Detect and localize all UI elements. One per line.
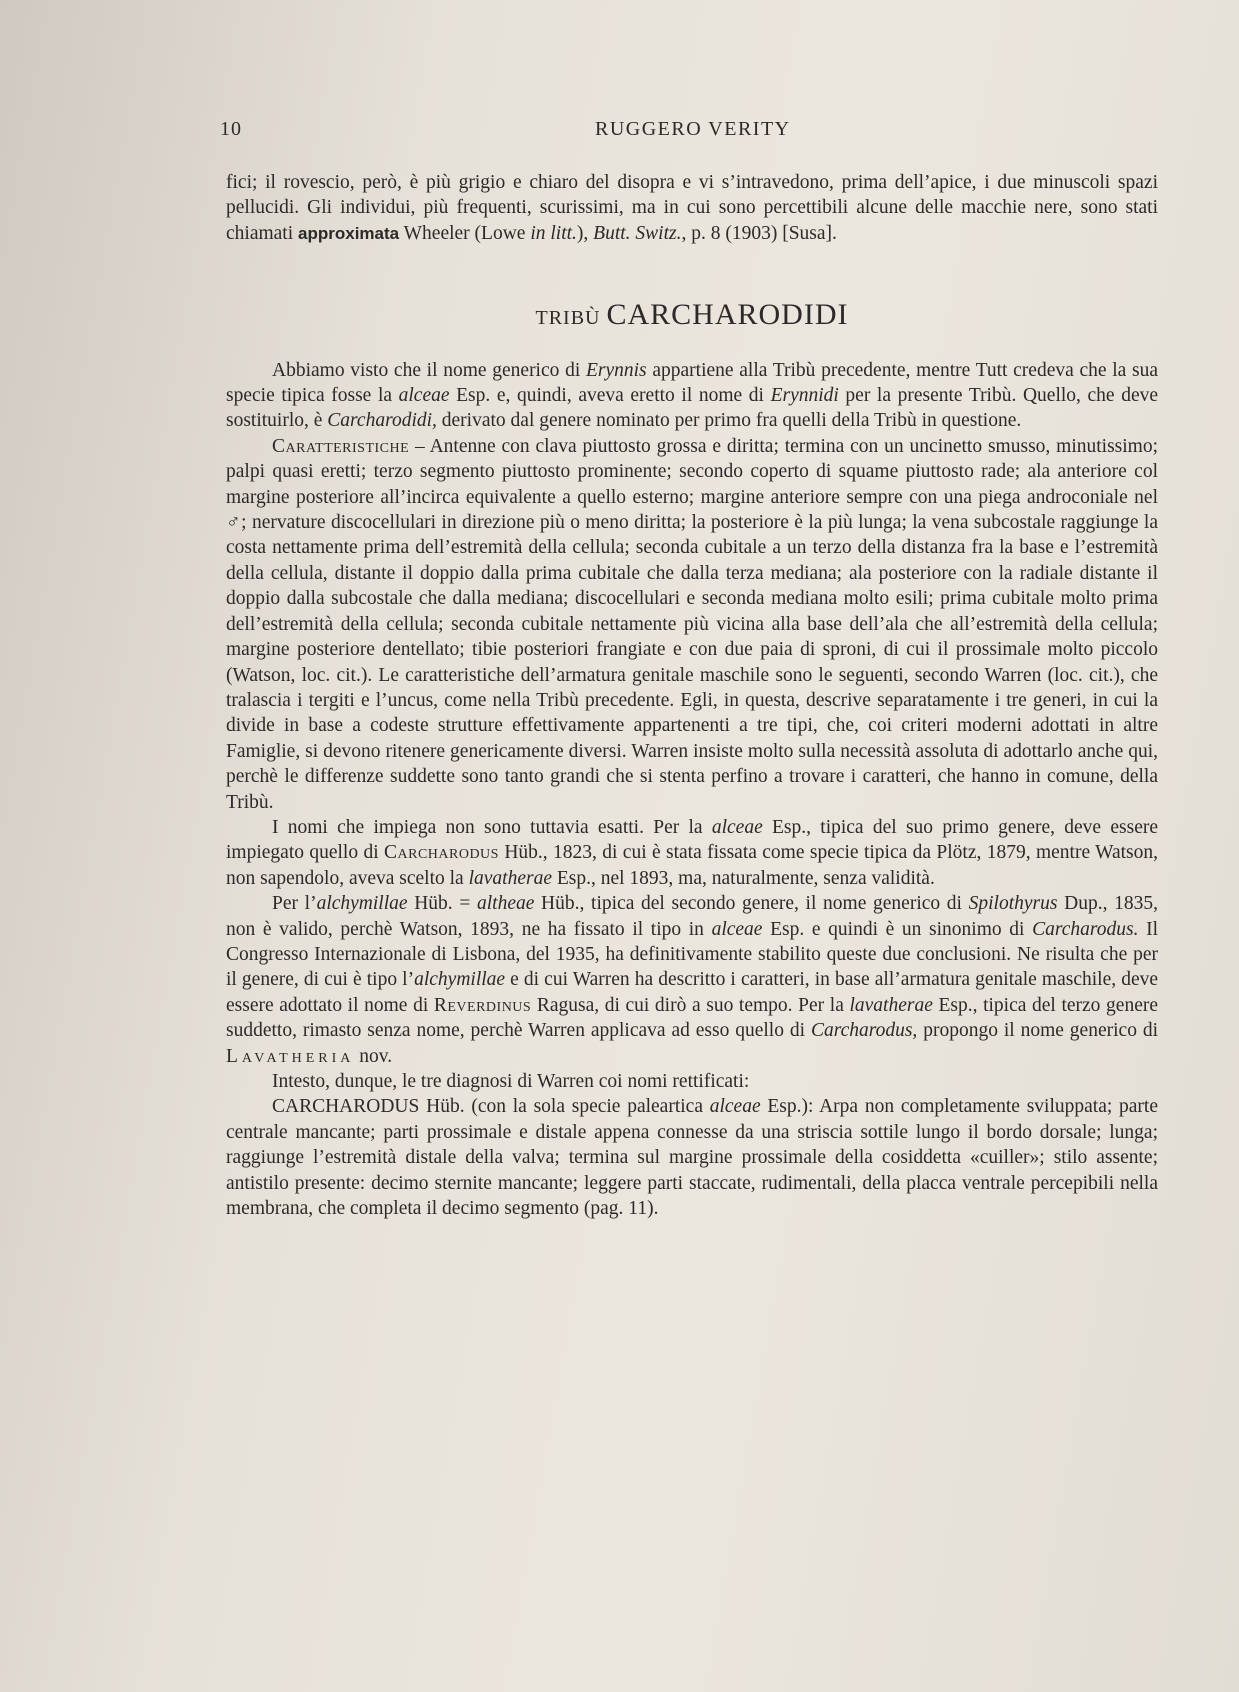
subheading: Caratteristiche [272,435,410,457]
page-number: 10 [220,118,242,140]
paragraph: I nomi che impiega non sono tuttavia esatti. Per la alceae Esp., tipica del suo primo genere, deve essere impiegato quello di Carcharodus Hüb., 1823, di cui è stata fissata come specie tipica da Plötz, 1879, mentre Watson, non sapendolo, aveva scelto la lavatherae Esp., nel 1893, ma, naturalmente, senza validità. [226,816,1158,889]
paragraph: fici; il rovescio, però, è più grigio e chiaro del disopra e vi s’intravedono, prima dell’apice, i due minuscoli spazi pellucidi. Gli individui, più frequenti, scurissimi, ma in cui sono percettibili alcune delle macchie nere, sono stati chiamati approximata Wheeler (Lowe in litt.), Butt. Switz., p. 8 (1903) [Susa]. [226,172,1158,244]
genus-name: CARCHARODUS [272,1096,420,1118]
bold-term: approximata [298,223,400,243]
paragraph: Per l’alchymillae Hüb. = altheae Hüb., tipica del secondo genere, il nome generico di Spilothyrus Dup., 1835, non è valido, perchè Watson, 1893, ne ha fissato il tipo in alceae Esp. e quindi è un sinonimo di Carcharodus. Il Congresso Internazionale di Lisbona, del 1935, ha definitivamente stabilito queste due conclusioni. Ne risulta che per il genere, di cui è tipo l’alchymillae e di cui Warren ha descritto i caratteri, in base all’armatura genitale maschile, deve essere adottato il nome di Reverdinus Ragusa, di cui dirò a suo tempo. Per la lavatherae Esp., tipica del terzo genere suddetto, rimasto senza nome, perchè Warren applicava ad esso quello di Carcharodus, propongo il nome generico di Lavatheria nov. [226,893,1159,1067]
paragraph: Caratteristiche – Antenne con clava piuttosto grossa e diritta; termina con un uncinetto smusso, minutissimo; palpi quasi eretti; terzo segmento piuttosto prominente; secondo coperto di squame piuttosto rade; ala anteriore col margine posteriore all’incirca equivalente a quello esterno; margine anteriore sempre con una piega androconiale nel ♂; nervature discocellulari in direzione più o meno diritta; la posteriore è la più lunga; la vena subcostale raggiunge la costa nettamente prima dell’estremità della cellula; seconda cubitale a un terzo della distanza fra la base e l’estremità della cellula, distante il doppio dalla prima cubitale che dalla terza mediana; ala posteriore con la radiale distante il doppio dalla subcostale che dalla mediana; discocellulari e seconda mediana molto esili; prima cubitale molto prima dell’estremità della cellula; seconda cubitale nettamente più vicina alla base dell’ala che all’estremità della cellula; margine posteriore dentellato; tibie posteriori frangiate e con due paia di sproni, di cui il prossimale molto piccolo (Watson, loc. cit.). Le caratteristiche dell’armatura genitale maschile sono le seguenti, secondo Warren (loc. cit.), che tralascia i tergiti e l’uncus, come nella Tribù precedente. Egli, in questa, descrive separatamente i tre generi, in cui la divide in base a codeste strutture effettivamente appartenenti a tre tipi, che, coi criteri moderni adottati in altre Famiglie, si devono ritenere genericamente diversi. Warren insiste molto sulla necessità assoluta di adottarlo anche qui, perchè le differenze suddette sono tanto grandi che si stenta perfino a trovare i caratteri, che hanno in comune, della Tribù. [226,435,1158,813]
paragraph: Abbiamo visto che il nome generico di Erynnis appartiene alla Tribù precedente, mentre Tutt credeva che la sua specie tipica fosse la alceae Esp. e, quindi, aveva eretto il nome di Erynnidi per la presente Tribù. Quello, che deve sostituirlo, è Carcharodidi, derivato dal genere nominato per primo fra quelli della Tribù in questione. [226,359,1158,432]
body-text [226,170,1158,1221]
section-title: CARCHARODIDI [606,298,849,332]
section-heading [226,298,1158,332]
section-prefix: TRIBÙ [535,307,601,330]
page-header [220,118,1145,148]
running-head: RUGGERO VERITY [595,118,791,140]
paragraph: CARCHARODUS Hüb. (con la sola specie paleartica alceae Esp.): Arpa non completamente sviluppata; parte centrale mancante; parti prossimale e distale appena connesse da una striscia sottile lungo il bordo dorsale; lunga; raggiunge l’estremità distale della valva; termina sul margine prossimale della cosiddetta «cuiller»; stilo assente; antistilo presente: decimo sternite mancante; leggere parti staccate, rudimentali, della placca ventrale percepibili nella membrana, che completa il decimo segmento (pag. 11). [226,1096,1158,1220]
paragraph: Intesto, dunque, le tre diagnosi di Warren coi nomi rettificati: [272,1071,750,1092]
